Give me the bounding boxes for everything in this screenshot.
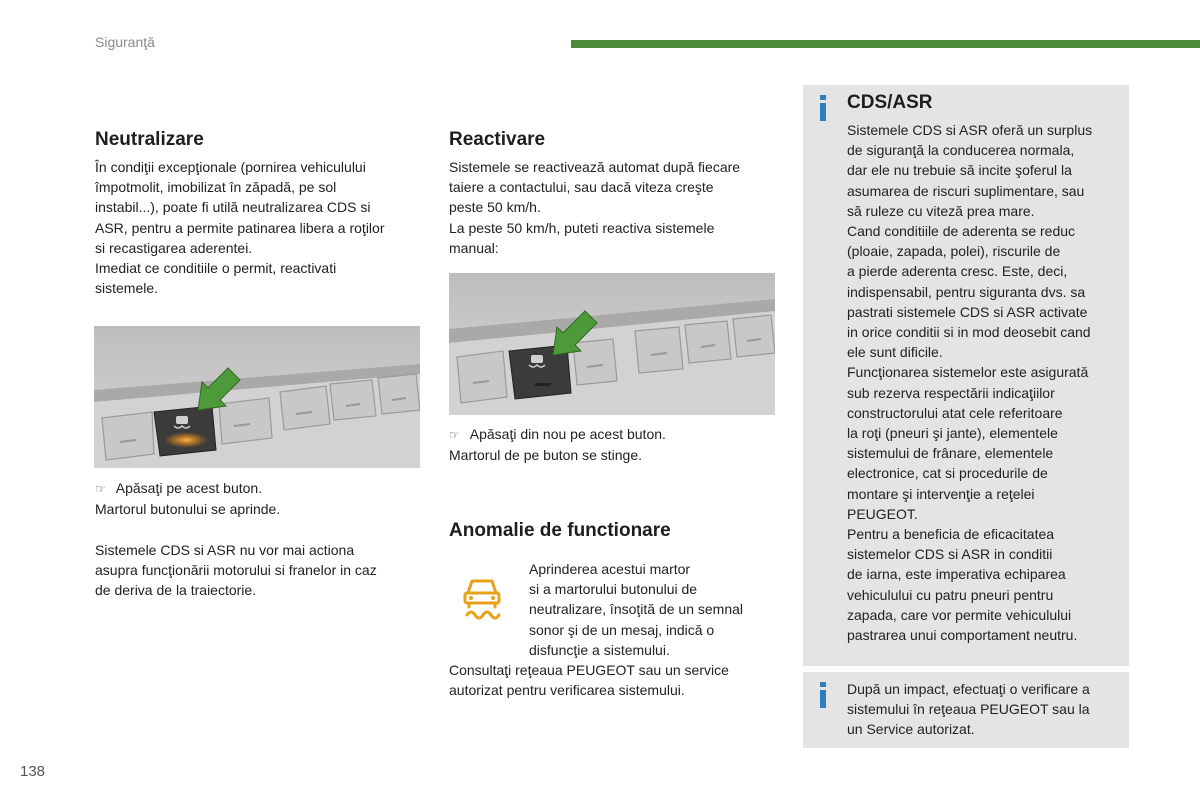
- neutralizare-bullet: [95, 478, 425, 519]
- bullet-mark: ☞: [95, 482, 106, 496]
- text-line: si recastigarea aderentei.: [95, 239, 253, 256]
- text-line: vehiculului cu patru pneuri pentru: [847, 586, 1054, 603]
- text-line: manual:: [449, 239, 499, 256]
- info-box-text: [847, 120, 1122, 645]
- text-line: Aprinderea acestui martor: [529, 561, 691, 577]
- bullet-mark: ☞: [449, 428, 460, 442]
- text-line: autorizat pentru verificarea sistemului.: [449, 682, 685, 699]
- text-line: ele sunt dificile.: [847, 344, 943, 361]
- text-line: Martorul butonului se aprinde.: [95, 501, 281, 518]
- bullet-text: Apăsaţi din nou pe acest buton.: [469, 426, 666, 442]
- text-line: sistemului de frânare, elementele: [847, 445, 1054, 462]
- text-line: de siguranţă la conducerea normala,: [847, 142, 1075, 159]
- text-line: Martorul de pe buton se stinge.: [449, 447, 643, 464]
- bullet-line: [95, 478, 425, 499]
- text-line: montare şi intervenţie a reţelei: [847, 485, 1035, 502]
- anomalie-icon-text: [529, 559, 779, 660]
- text-line: sonor şi de un mesaj, indică o: [529, 621, 715, 638]
- text-line: După un impact, efectuaţi o verificare a: [847, 681, 1090, 697]
- reactivare-title: Reactivare: [449, 129, 546, 150]
- section-label: Siguranţă: [95, 34, 155, 50]
- anomalie-title: Anomalie de functionare: [449, 520, 671, 541]
- text-line: peste 50 km/h.: [449, 199, 541, 216]
- text-line: electronice, cat si procedurile de: [847, 465, 1048, 482]
- text-line: sistemele.: [95, 280, 159, 297]
- text-line: Consultaţi reţeaua PEUGEOT sau un service: [449, 662, 729, 678]
- text-line: sistemului în reţeaua PEUGEOT sau la: [847, 701, 1090, 718]
- traction-warning-icon: [459, 573, 505, 621]
- reactivare-text: [449, 157, 779, 258]
- text-line: zapada, care vor permite vehiculului: [847, 606, 1072, 623]
- neutralizare-button-photo: [94, 326, 420, 468]
- text-line: Sistemele CDS si ASR oferă un surplus: [847, 122, 1093, 138]
- anomalie-footer: [449, 660, 779, 700]
- text-line: si a martorului butonului de: [529, 581, 698, 598]
- info-box-title: CDS/ASR: [847, 92, 933, 113]
- info-icon: [820, 682, 826, 708]
- bullet-line: [449, 424, 779, 445]
- text-line: de iarna, este imperativa echiparea: [847, 566, 1066, 583]
- info-box-text: [847, 679, 1122, 740]
- text-line: În condiţii excepţionale (pornirea vehiculului: [95, 159, 366, 175]
- text-line: Funcţionarea sistemelor este asigurată: [847, 364, 1089, 381]
- text-line: indispensabil, pentru siguranta dvs. sa: [847, 283, 1086, 300]
- header-accent-bar: [571, 40, 1200, 48]
- text-line: de deriva de la traiectorie.: [95, 582, 257, 599]
- neutralizare-note: [95, 540, 425, 601]
- reactivare-button-photo: [449, 273, 775, 415]
- neutralizare-intro: [95, 157, 425, 298]
- text-line: dar ele nu trebuie să incite şoferul la: [847, 162, 1072, 179]
- info-box-cds-asr: [803, 85, 1129, 666]
- text-line: La peste 50 km/h, puteti reactiva sistemele: [449, 219, 715, 236]
- text-line: sistemelor CDS si ASR in conditii: [847, 546, 1053, 563]
- reactivare-bullet: [449, 424, 779, 465]
- text-line: la roţi (pneuri şi jante), elementele: [847, 425, 1058, 442]
- text-line: neutralizare, însoţită de un semnal: [529, 601, 744, 618]
- text-line: PEUGEOT.: [847, 505, 918, 522]
- text-line: disfuncţie a sistemului.: [529, 641, 670, 658]
- text-line: Cand conditiile de aderenta se reduc: [847, 223, 1076, 240]
- text-line: sub rezerva respectării indicaţiilor: [847, 384, 1055, 401]
- text-line: să ruleze cu viteză prea mare.: [847, 202, 1035, 219]
- info-icon: [820, 95, 826, 121]
- text-line: Pentru a beneficia de eficacitatea: [847, 526, 1055, 543]
- text-line: Sistemele se reactivează automat după fiecare: [449, 159, 741, 175]
- text-line: in orice conditii si in mod deosebit cand: [847, 324, 1091, 341]
- info-box-impact: [803, 672, 1129, 748]
- text-line: (ploaie, zapada, polei), riscurile de: [847, 243, 1061, 260]
- text-line: un Service autorizat.: [847, 721, 975, 738]
- text-line: asumarea de riscuri suplimentare, sau: [847, 182, 1085, 199]
- text-line: pastrarea unui comportament neutru.: [847, 627, 1078, 644]
- text-line: împotmolit, imobilizat în zăpadă, pe sol: [95, 179, 337, 196]
- text-line: instabil...), poate fi utilă neutralizarea CDS si: [95, 199, 371, 216]
- text-line: Imediat ce conditiile o permit, reactivati: [95, 260, 337, 277]
- page-number: 138: [20, 763, 46, 780]
- text-line: asupra funcţionării motorului si franelor in caz: [95, 562, 377, 579]
- text-line: pastrati sistemele CDS si ASR activate: [847, 303, 1088, 320]
- text-line: constructorului atat cele referitoare: [847, 404, 1063, 421]
- text-line: ASR, pentru a permite patinarea libera a roţilor: [95, 219, 385, 236]
- text-line: a pierde aderenta cresc. Este, deci,: [847, 263, 1068, 280]
- text-line: Sistemele CDS si ASR nu vor mai actiona: [95, 542, 355, 558]
- text-line: taiere a contactului, sau dacă viteza creşte: [449, 179, 714, 196]
- neutralizare-title: Neutralizare: [95, 129, 204, 150]
- bullet-text: Apăsaţi pe acest buton.: [115, 480, 263, 496]
